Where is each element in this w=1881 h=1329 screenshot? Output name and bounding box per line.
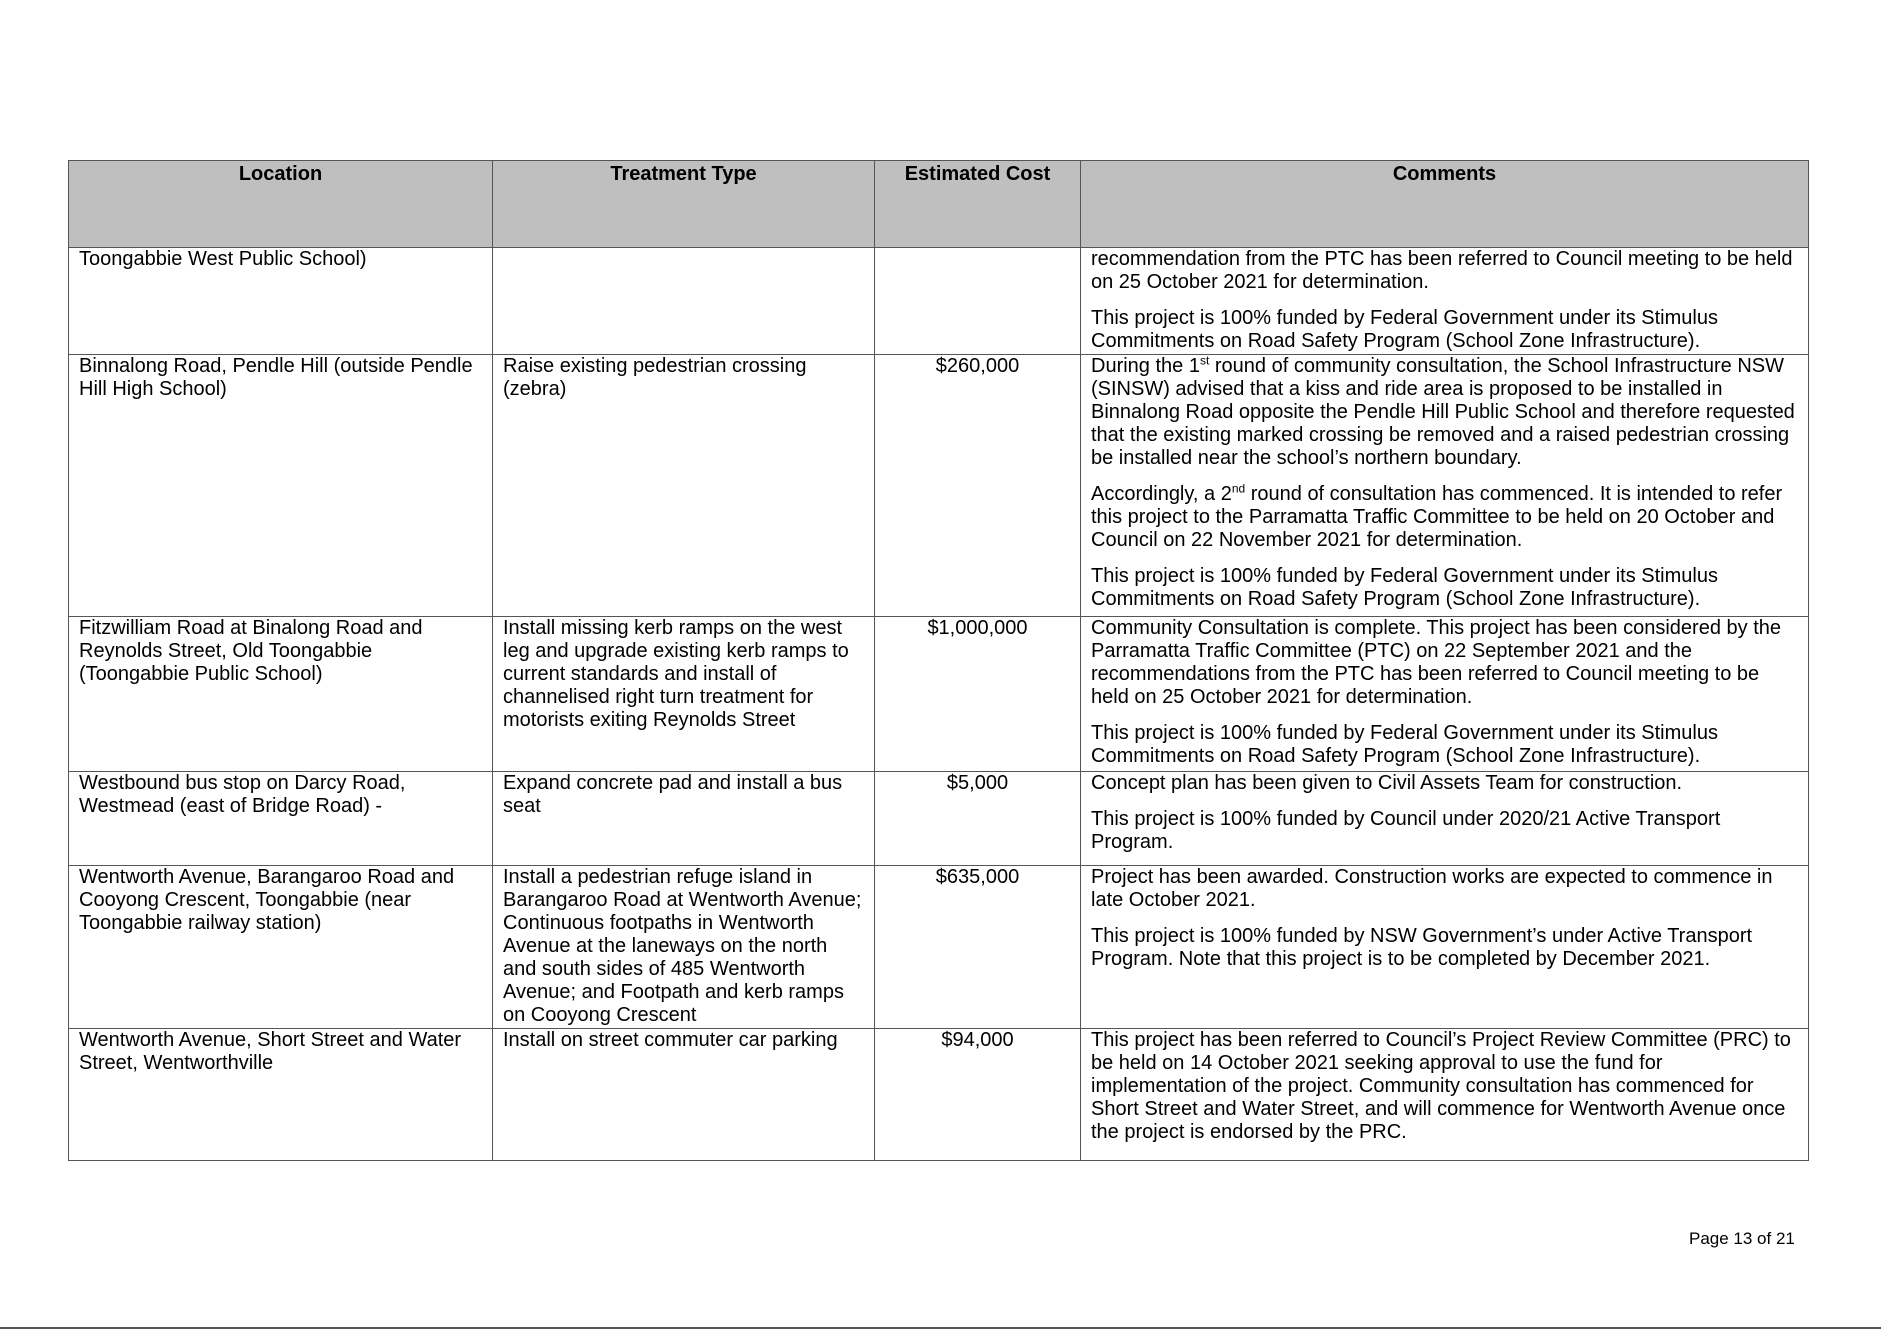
cell-treatment: Install on street commuter car parking	[493, 1029, 875, 1161]
cell-comments	[1081, 866, 1809, 1029]
cell-treatment: Raise existing pedestrian crossing (zebra)	[493, 355, 875, 617]
table-row	[69, 1029, 1809, 1161]
cell-comments	[1081, 772, 1809, 866]
comment-paragraph: recommendation from the PTC has been referred to Council meeting to be held on 25 October 2021 for determination.	[1091, 248, 1793, 293]
table-row	[69, 248, 1809, 355]
comment-paragraph: Community Consultation is complete. This project has been considered by the Parramatta Traffic Committee (PTC) on 22 September 2021 and the recommendations from the PTC has been referred to Council meeting to be held on 25 October 2021 for determination.	[1091, 617, 1781, 708]
comment-paragraph: Project has been awarded. Construction works are expected to commence in late October 2021.	[1091, 866, 1773, 911]
comment-paragraph: This project has been referred to Council’s Project Review Committee (PRC) to be held on 14 October 2021 seeking approval to use the fund for implementation of the project. Community consultation has commenced for Short Street and Water Street, and will commence for Wentworth Avenue once the project is endorsed by the PRC.	[1091, 1029, 1791, 1143]
cell-location: Fitzwilliam Road at Binalong Road and Reynolds Street, Old Toongabbie (Toongabbie Public School)	[69, 617, 493, 772]
cell-cost: $635,000	[875, 866, 1081, 1029]
cell-comments	[1081, 248, 1809, 355]
comment-paragraph: This project is 100% funded by NSW Government’s under Active Transport Program. Note that this project is to be completed by December 2021.	[1091, 925, 1753, 970]
header-comments: Comments	[1081, 161, 1809, 248]
cell-cost: $5,000	[875, 772, 1081, 866]
header-estimated-cost: Estimated Cost	[875, 161, 1081, 248]
comment-paragraph: This project is 100% funded by Federal Government under its Stimulus Commitments on Road Safety Program (School Zone Infrastructure).	[1091, 565, 1718, 610]
cell-comments	[1081, 617, 1809, 772]
table-header-row	[69, 161, 1809, 248]
comment-paragraph: This project is 100% funded by Council under 2020/21 Active Transport Program.	[1091, 808, 1721, 853]
cell-location: Westbound bus stop on Darcy Road, Westmead (east of Bridge Road) -	[69, 772, 493, 866]
cell-cost: $260,000	[875, 355, 1081, 617]
cell-location: Toongabbie West Public School)	[69, 248, 493, 355]
comment-paragraph: Concept plan has been given to Civil Assets Team for construction.	[1091, 772, 1683, 794]
cell-cost: $94,000	[875, 1029, 1081, 1161]
projects-table	[68, 160, 1809, 1161]
header-treatment-type: Treatment Type	[493, 161, 875, 248]
table-row	[69, 772, 1809, 866]
cell-location: Wentworth Avenue, Barangaroo Road and Cooyong Crescent, Toongabbie (near Toongabbie railway station)	[69, 866, 493, 1029]
comment-paragraph: During the 1st round of community consultation, the School Infrastructure NSW (SINSW) advised that a kiss and ride area is proposed to be installed in Binnalong Road opposite the Pendle Hill Public School and therefore requested that the existing marked crossing be removed and a raised pedestrian crossing be installed near the school’s northern boundary.	[1091, 353, 1795, 469]
comment-paragraph: Accordingly, a 2nd round of consultation has commenced. It is intended to refer this project to the Parramatta Traffic Committee to be held on 20 October and Council on 22 November 2021 for determination.	[1091, 481, 1783, 551]
cell-treatment: Expand concrete pad and install a bus seat	[493, 772, 875, 866]
cell-treatment: Install a pedestrian refuge island in Barangaroo Road at Wentworth Avenue; Continuous footpaths in Wentworth Avenue at the laneways on the north and south sides of 485 Wentworth Avenue; and Footpath and kerb ramps on Cooyong Crescent	[493, 866, 875, 1029]
cell-location: Wentworth Avenue, Short Street and Water Street, Wentworthville	[69, 1029, 493, 1161]
table-row	[69, 355, 1809, 617]
table-row	[69, 617, 1809, 772]
cell-comments	[1081, 355, 1809, 617]
cell-cost: $1,000,000	[875, 617, 1081, 772]
cell-location: Binnalong Road, Pendle Hill (outside Pendle Hill High School)	[69, 355, 493, 617]
table-row	[69, 866, 1809, 1029]
cell-comments	[1081, 1029, 1809, 1161]
cell-treatment: Install missing kerb ramps on the west leg and upgrade existing kerb ramps to current standards and install of channelised right turn treatment for motorists exiting Reynolds Street	[493, 617, 875, 772]
header-location: Location	[69, 161, 493, 248]
page-number: Page 13 of 21	[1689, 1229, 1795, 1248]
cell-treatment	[493, 248, 875, 355]
cell-cost	[875, 248, 1081, 355]
comment-paragraph: This project is 100% funded by Federal Government under its Stimulus Commitments on Road Safety Program (School Zone Infrastructure).	[1091, 307, 1718, 352]
comment-paragraph: This project is 100% funded by Federal Government under its Stimulus Commitments on Road Safety Program (School Zone Infrastructure).	[1091, 722, 1718, 767]
